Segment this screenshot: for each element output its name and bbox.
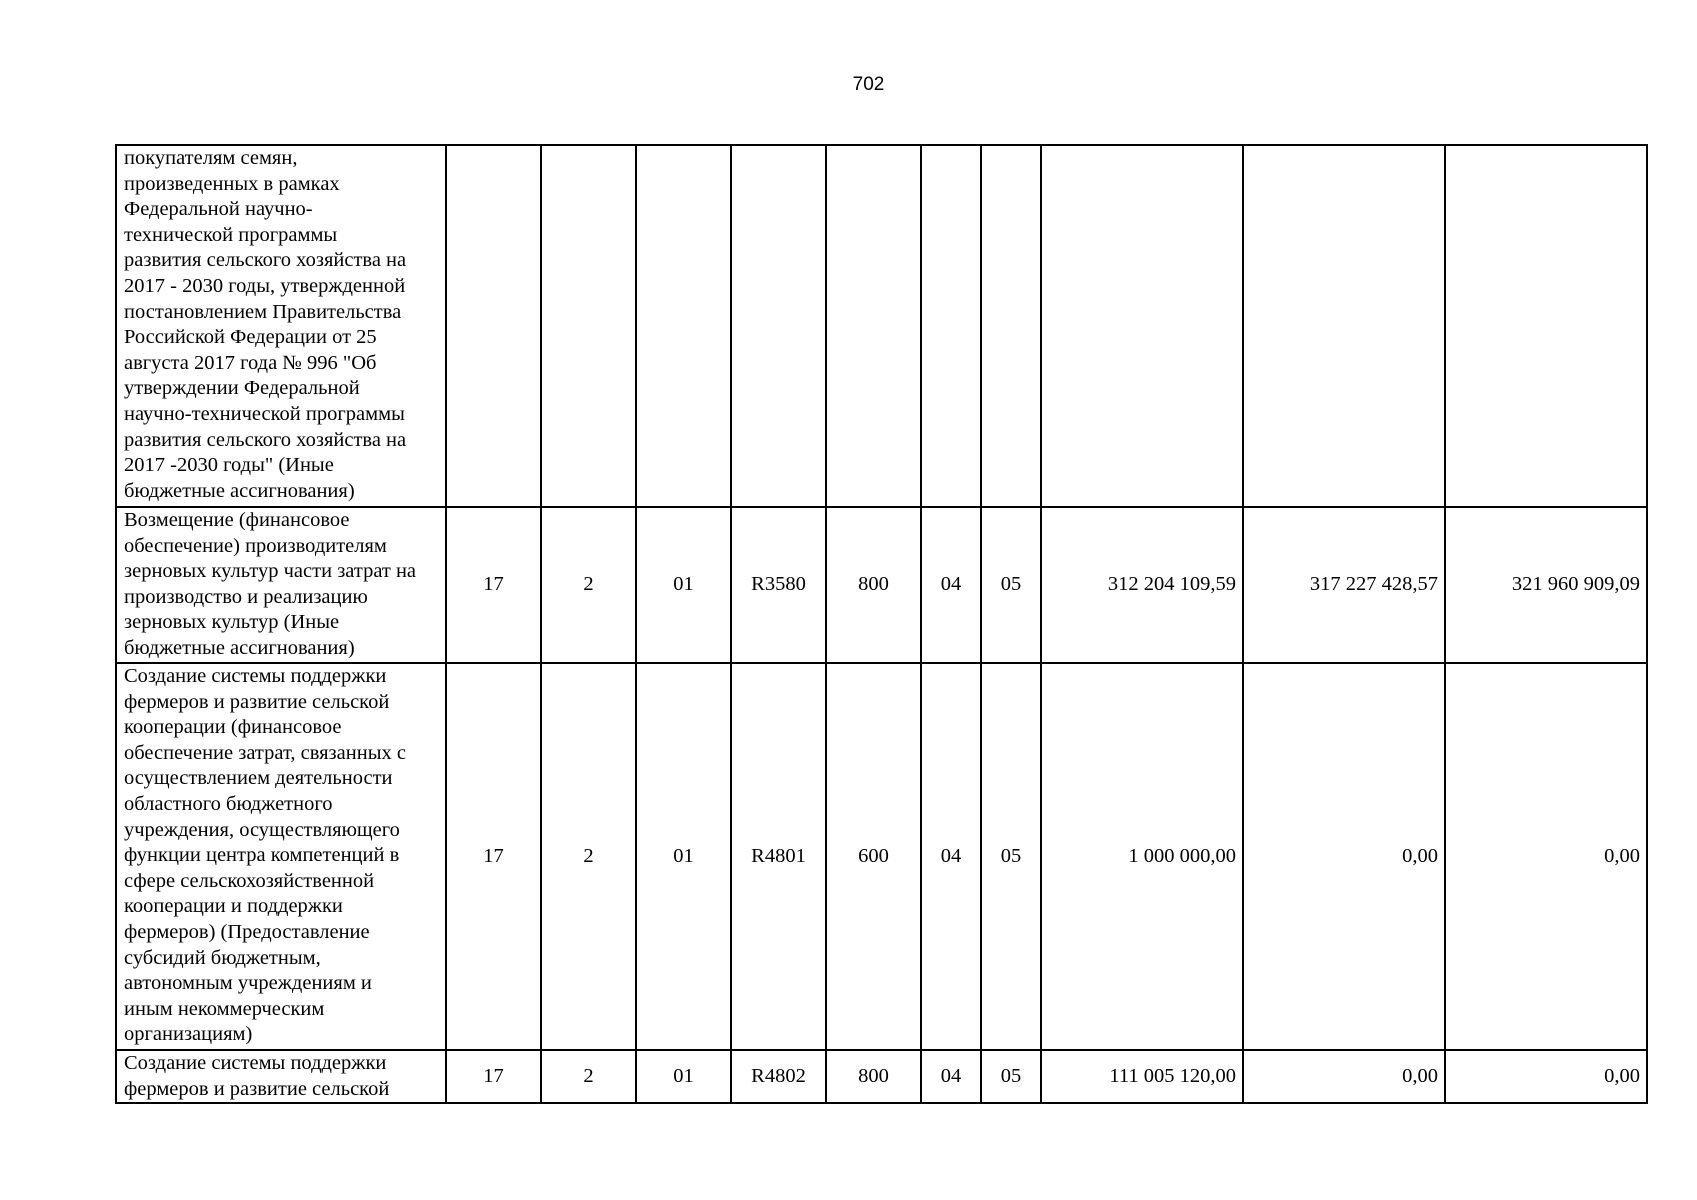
- cell-main-event: 01: [636, 507, 731, 663]
- row-description: Возмещение (финансовое обеспечение) производителям зерновых культур части затрат на производство и реализацию зерновых культур (Иные бюджетные ассигнования): [116, 507, 446, 663]
- cell-amount-year-1: 111 005 120,00: [1041, 1050, 1243, 1103]
- row-description: Создание системы поддержки фермеров и развитие сельской: [116, 1050, 446, 1103]
- cell-subsection: 05: [981, 507, 1041, 663]
- cell-direction: [731, 145, 826, 507]
- cell-subsection: [981, 145, 1041, 507]
- page-number: 702: [852, 74, 885, 95]
- table-row: [116, 507, 1647, 663]
- cell-expense-type: 800: [826, 507, 921, 663]
- cell-expense-type: [826, 145, 921, 507]
- budget-table: [115, 144, 1648, 1104]
- cell-main-event: [636, 145, 731, 507]
- cell-direction: R4802: [731, 1050, 826, 1103]
- cell-expense-type: 800: [826, 1050, 921, 1103]
- row-description: покупателям семян, произведенных в рамках Федеральной научно- технической программы развития сельского хозяйства на 2017 - 2030 годы, утвержденной постановлением Правительства Российской Федерации от 25 августа 2017 года № 996 "Об утверждении Федеральной научно-технической программы развития сельского хозяйства на 2017 -2030 годы" (Иные бюджетные ассигнования): [116, 145, 446, 507]
- cell-section: 04: [921, 507, 981, 663]
- cell-expense-type: 600: [826, 663, 921, 1050]
- cell-subprogram: [541, 145, 636, 507]
- cell-program: 17: [446, 507, 541, 663]
- cell-program: 17: [446, 663, 541, 1050]
- row-description: Создание системы поддержки фермеров и развитие сельской кооперации (финансовое обеспечение затрат, связанных с осуществлением деятельности областного бюджетного учреждения, осуществляющего функции центра компетенций в сфере сельскохозяйственной кооперации и поддержки фермеров) (Предоставление субсидий бюджетным, автономным учреждениям и иным некоммерческим организациям): [116, 663, 446, 1050]
- cell-subsection: 05: [981, 663, 1041, 1050]
- cell-program: [446, 145, 541, 507]
- cell-main-event: 01: [636, 1050, 731, 1103]
- cell-subprogram: 2: [541, 663, 636, 1050]
- cell-section: 04: [921, 663, 981, 1050]
- cell-amount-year-2: [1243, 145, 1445, 507]
- table-row: [116, 1050, 1647, 1103]
- table-row: [116, 663, 1647, 1050]
- cell-amount-year-2: 317 227 428,57: [1243, 507, 1445, 663]
- cell-section: [921, 145, 981, 507]
- table-row: [116, 145, 1647, 507]
- cell-program: 17: [446, 1050, 541, 1103]
- cell-amount-year-3: 0,00: [1445, 663, 1647, 1050]
- cell-amount-year-2: 0,00: [1243, 663, 1445, 1050]
- cell-subsection: 05: [981, 1050, 1041, 1103]
- cell-direction: R3580: [731, 507, 826, 663]
- cell-subprogram: 2: [541, 1050, 636, 1103]
- cell-amount-year-3: 0,00: [1445, 1050, 1647, 1103]
- cell-amount-year-1: 1 000 000,00: [1041, 663, 1243, 1050]
- cell-amount-year-1: 312 204 109,59: [1041, 507, 1243, 663]
- cell-direction: R4801: [731, 663, 826, 1050]
- cell-amount-year-3: [1445, 145, 1647, 507]
- cell-section: 04: [921, 1050, 981, 1103]
- cell-subprogram: 2: [541, 507, 636, 663]
- cell-amount-year-1: [1041, 145, 1243, 507]
- cell-amount-year-3: 321 960 909,09: [1445, 507, 1647, 663]
- cell-amount-year-2: 0,00: [1243, 1050, 1445, 1103]
- cell-main-event: 01: [636, 663, 731, 1050]
